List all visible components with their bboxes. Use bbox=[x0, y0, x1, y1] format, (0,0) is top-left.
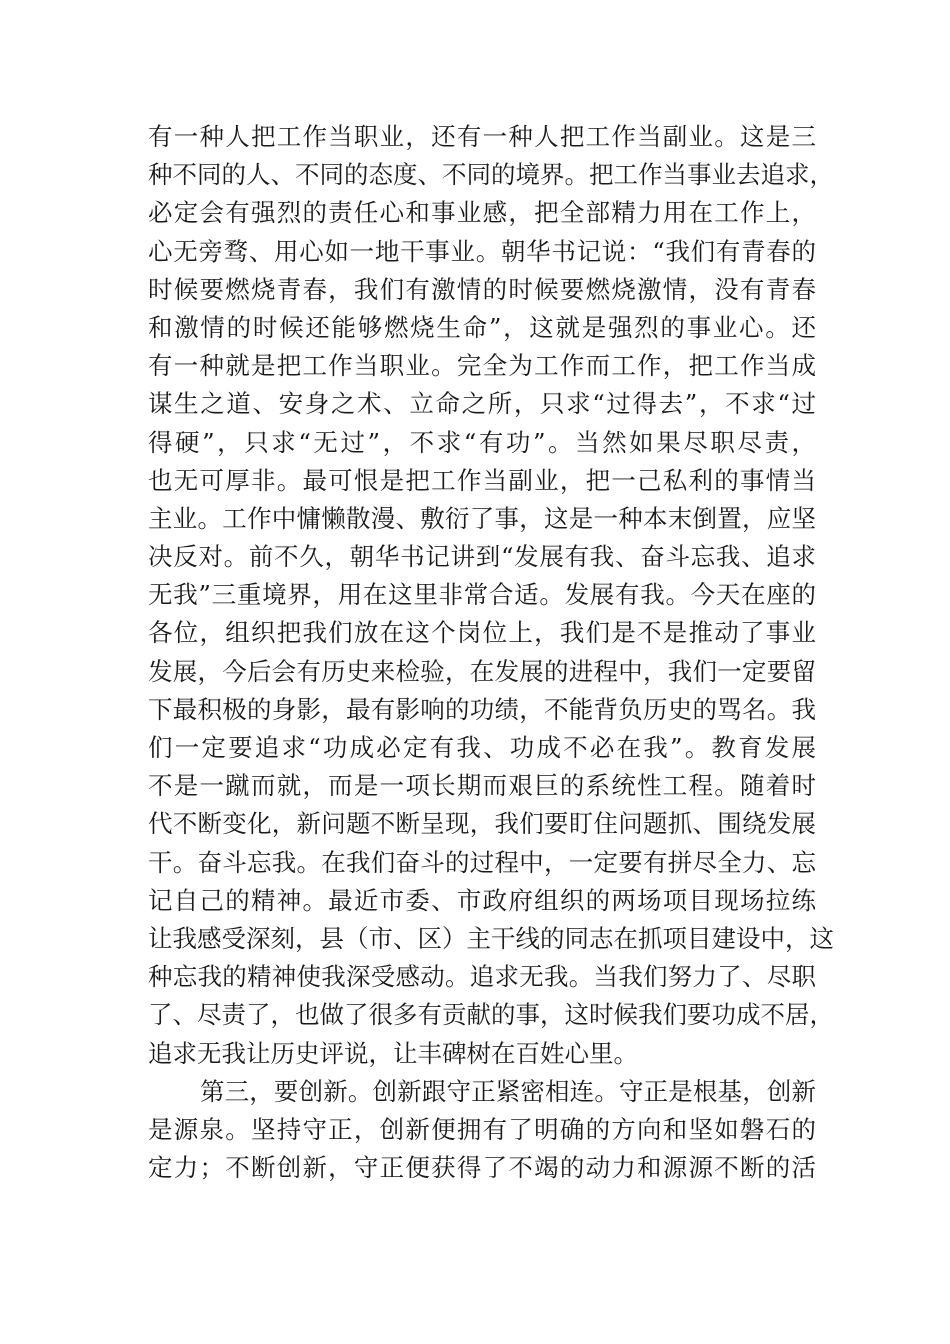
text-line: 各位，组织把我们放在这个岗位上，我们是不是推动了事业 bbox=[148, 618, 816, 648]
text-line: 得硬”，只求“无过”，不求“有功”。当然如果尽职尽责， bbox=[148, 427, 816, 457]
text-line: 种不同的人、不同的态度、不同的境界。把工作当事业去追求， bbox=[148, 160, 834, 190]
text-line: 发展，今后会有历史来检验，在发展的进程中，我们一定要留 bbox=[148, 656, 816, 686]
text-line: 有一种人把工作当职业，还有一种人把工作当副业。这是三 bbox=[148, 122, 816, 151]
text-line: 决反对。前不久，朝华书记讲到“发展有我、奋斗忘我、追求 bbox=[148, 542, 816, 572]
text-line: 干。奋斗忘我。在我们奋斗的过程中，一定要有拼尽全力、忘 bbox=[148, 847, 816, 877]
text-line: 定力；不断创新，守正便获得了不竭的动力和源源不断的活 bbox=[148, 1153, 816, 1183]
text-line: 必定会有强烈的责任心和事业感，把全部精力用在工作上， bbox=[148, 198, 816, 228]
text-line: 也无可厚非。最可恨是把工作当副业，把一己私利的事情当 bbox=[148, 465, 816, 495]
document-body-text bbox=[148, 118, 834, 1187]
text-line: 下最积极的身影，最有影响的功绩，不能背负历史的骂名。我 bbox=[148, 694, 816, 724]
text-line-paragraph-start: 第三，要创新。创新跟守正紧密相连。守正是根基，创新 bbox=[200, 1076, 816, 1106]
text-line: 和激情的时候还能够燃烧生命”，这就是强烈的事业心。还 bbox=[148, 312, 816, 342]
text-line-paragraph-end: 追求无我让历史评说，让丰碑树在百姓心里。 bbox=[148, 1038, 638, 1068]
text-line: 让我感受深刻，县（市、区）主干线的同志在抓项目建设中，这 bbox=[148, 923, 834, 953]
text-line: 种忘我的精神使我深受感动。追求无我。当我们努力了、尽职 bbox=[148, 962, 816, 992]
text-line: 是源泉。坚持守正，创新便拥有了明确的方向和坚如磐石的 bbox=[148, 1114, 816, 1144]
text-line: 心无旁骛、用心如一地干事业。朝华书记说：“我们有青春的 bbox=[148, 236, 816, 266]
text-line: 代不断变化，新问题不断呈现，我们要盯住问题抓、围绕发展 bbox=[148, 809, 816, 839]
text-line: 不是一蹴而就，而是一项长期而艰巨的系统性工程。随着时 bbox=[148, 771, 816, 801]
text-line: 无我”三重境界，用在这里非常合适。发展有我。今天在座的 bbox=[148, 580, 816, 610]
text-line: 时候要燃烧青春，我们有激情的时候要燃烧激情，没有青春 bbox=[148, 274, 816, 304]
text-line: 主业。工作中慵懒散漫、敷衍了事，这是一种本末倒置，应坚 bbox=[148, 503, 816, 533]
text-line: 们一定要追求“功成必定有我、功成不必在我”。教育发展 bbox=[148, 733, 816, 762]
text-line: 有一种就是把工作当职业。完全为工作而工作，把工作当成 bbox=[148, 351, 816, 381]
text-line: 了、尽责了，也做了很多有贡献的事，这时候我们要功成不居， bbox=[148, 1000, 834, 1030]
text-line: 记自己的精神。最近市委、市政府组织的两场项目现场拉练 bbox=[148, 885, 816, 915]
text-line: 谋生之道、安身之术、立命之所，只求“过得去”，不求“过 bbox=[148, 389, 816, 419]
